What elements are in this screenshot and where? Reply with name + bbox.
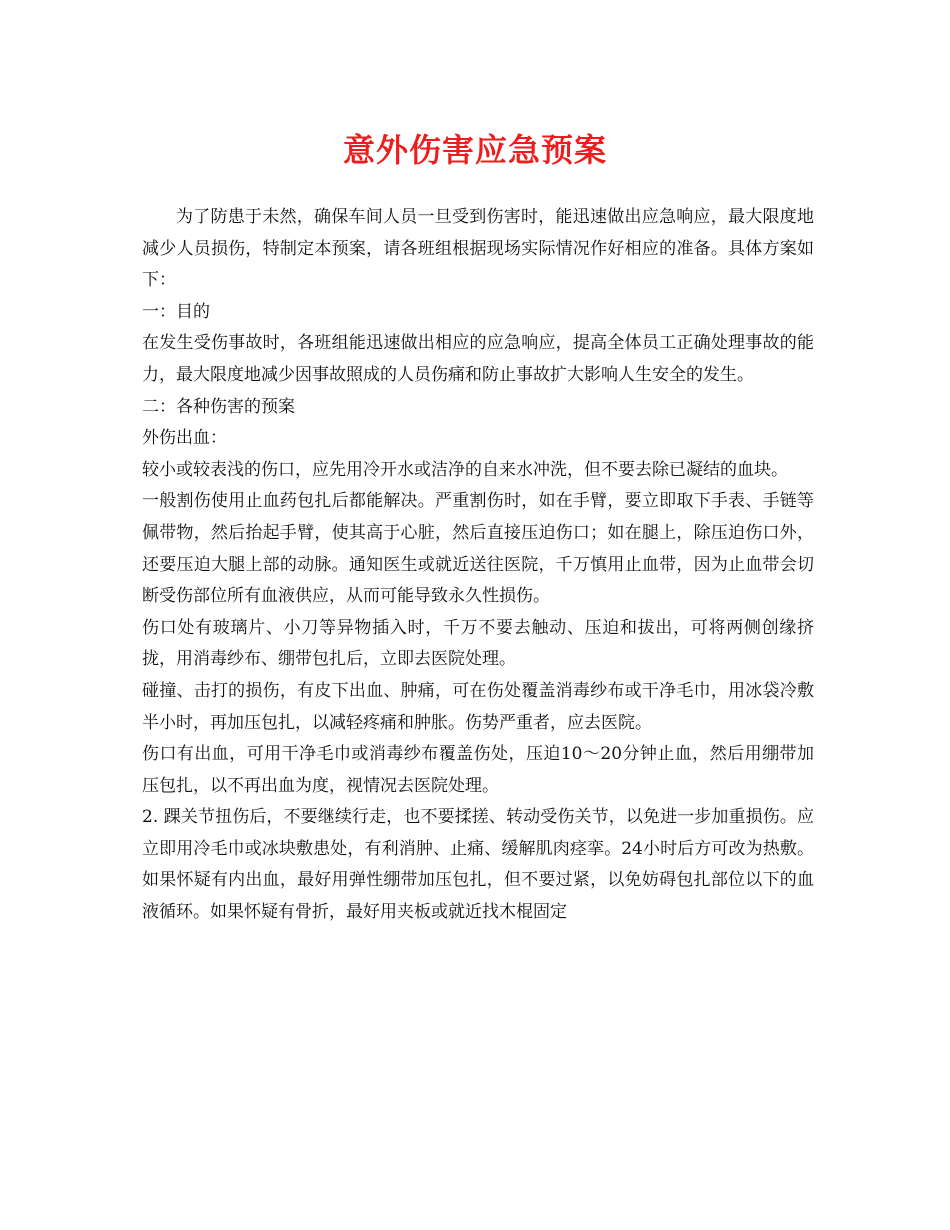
section-heading-injury-plans: 二：各种伤害的预案 [142, 396, 295, 417]
purpose-paragraph: 在发生受伤事故时，各班组能迅速做出相应的应急响应，提高全体员工正确处理事故的能力，最大限度地减少因事故照成的人员伤痛和防止事故扩大影响人生安全的发生。 [142, 333, 814, 385]
section-heading-purpose: 一：目的 [142, 301, 210, 322]
subheading-external-bleeding: 外伤出血： [142, 428, 227, 449]
document-body [142, 202, 814, 929]
sprain-paragraph: 2. 踝关节扭伤后，不要继续行走，也不要揉搓、转动受伤关节，以免进一步加重损伤。应立即用冷毛巾或冰块敷患处，有利消肿、止痛、缓解肌肉痉挛。24小时后方可改为热敷。如果怀疑有内出血，最好用弹性绷带加压包扎，但不要过紧，以免妨碍包扎部位以下的血液循环。如果怀疑有骨折，最好用夹板或就近找木棍固定 [142, 807, 814, 923]
bleeding-paragraph: 较小或较表浅的伤口，应先用冷开水或洁净的自来水冲洗，但不要去除已凝结的血块。 [142, 459, 788, 480]
document-title: 意外伤害应急预案 [342, 131, 607, 169]
bleeding-paragraph: 伤口处有玻璃片、小刀等异物插入时，千万不要去触动、压迫和拔出，可将两侧创缘挤拢，用消毒纱布、绷带包扎后，立即去医院处理。 [142, 617, 814, 670]
bleeding-paragraph: 碰撞、击打的损伤，有皮下出血、肿痛，可在伤处覆盖消毒纱布或干净毛巾，用冰袋冷敷半小时，再加压包扎，以减轻疼痛和肿胀。伤势严重者，应去医院。 [142, 680, 814, 733]
bleeding-paragraph: 伤口有出血，可用干净毛巾或消毒纱布覆盖伤处，压迫10～20分钟止血，然后用绷带加压包扎，以不再出血为度，视情况去医院处理。 [142, 744, 814, 796]
bleeding-paragraph: 一般割伤使用止血药包扎后都能解决。严重割伤时，如在手臂，要立即取下手表、手链等佩带物，然后抬起手臂，使其高于心脏，然后直接压迫伤口；如在腿上，除压迫伤口外，还要压迫大腿上部的动脉。通知医生或就近送往医院，千万慎用止血带，因为止血带会切断受伤部位所有血液供应，从而可能导致永久性损伤。 [142, 491, 814, 607]
intro-paragraph: 为了防患于未然，确保车间人员一旦受到伤害时，能迅速做出应急响应，最大限度地减少人员损伤，特制定本预案，请各班组根据现场实际情况作好相应的准备。具体方案如下： [142, 207, 814, 291]
